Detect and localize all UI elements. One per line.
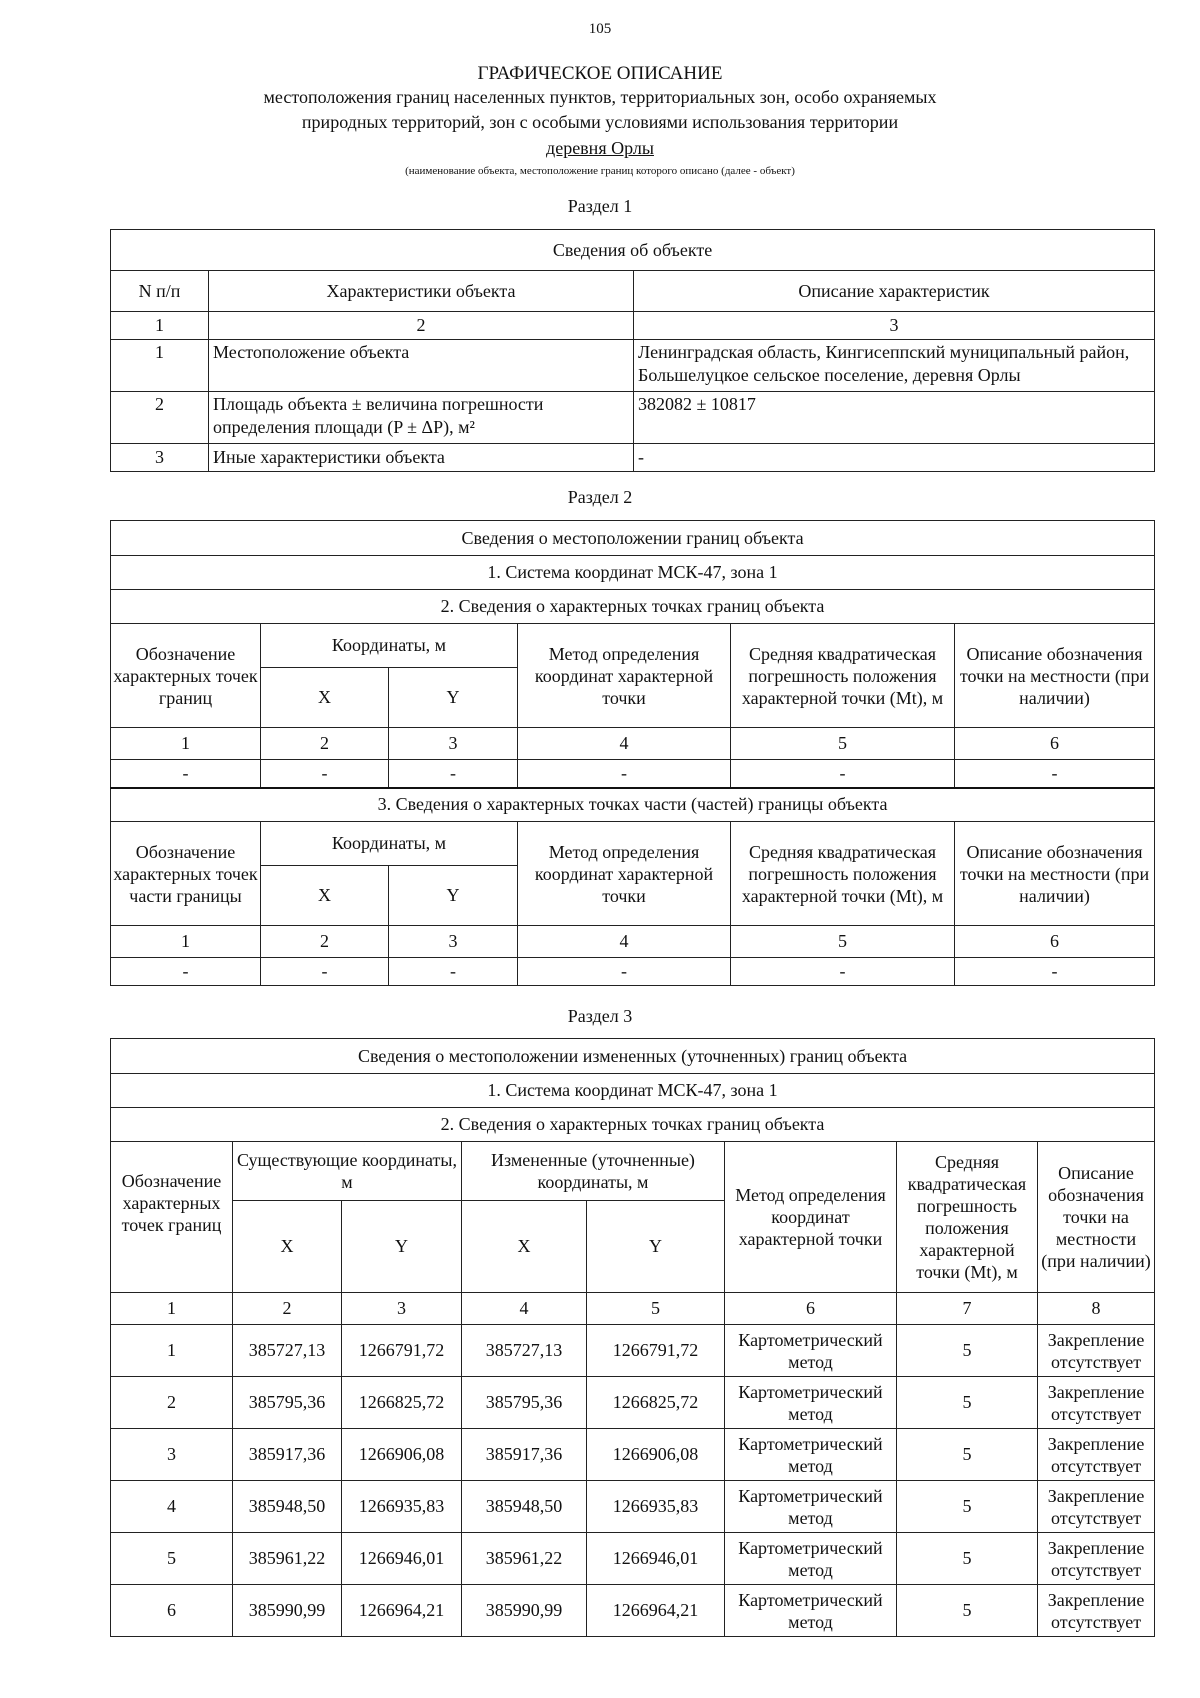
header-existing-coords: Существующие координаты, м xyxy=(233,1142,462,1201)
table-row xyxy=(111,1377,1155,1429)
empty-cell: - xyxy=(955,760,1155,788)
empty-cell: - xyxy=(111,760,261,788)
col-number: 6 xyxy=(955,728,1155,760)
col-number: 7 xyxy=(897,1293,1038,1325)
error-cell: 5 xyxy=(897,1429,1038,1481)
existing-x: 385727,13 xyxy=(233,1325,342,1377)
error-cell: 5 xyxy=(897,1585,1038,1637)
subtitle-line-1: местоположения границ населенных пунктов, территориальных зон, особо охраняемых xyxy=(263,87,937,107)
part-points-title: 3. Сведения о характерных точках части (частей) границы объекта xyxy=(111,788,1155,822)
table-row xyxy=(111,958,1155,986)
existing-x: 385795,36 xyxy=(233,1377,342,1429)
description-cell: Закрепление отсутствует xyxy=(1038,1585,1155,1637)
coord-system: 1. Система координат МСК-47, зона 1 xyxy=(111,1074,1155,1108)
description-cell: Закрепление отсутствует xyxy=(1038,1325,1155,1377)
empty-cell: - xyxy=(389,958,518,986)
header-error: Средняя квадратическая погрешность положения характерной точки (Mt), м xyxy=(897,1142,1038,1293)
description-cell: Закрепление отсутствует xyxy=(1038,1533,1155,1585)
existing-y: 1266946,01 xyxy=(342,1533,462,1585)
existing-y: 1266791,72 xyxy=(342,1325,462,1377)
boundary-points-title: 2. Сведения о характерных точках границ объекта xyxy=(111,590,1155,624)
point-number: 2 xyxy=(111,1377,233,1429)
changed-x: 385990,99 xyxy=(462,1585,587,1637)
table-row xyxy=(111,392,1155,444)
row-number: 3 xyxy=(111,444,209,472)
point-number: 4 xyxy=(111,1481,233,1533)
existing-y: 1266935,83 xyxy=(342,1481,462,1533)
changed-y: 1266825,72 xyxy=(587,1377,725,1429)
changed-y: 1266791,72 xyxy=(587,1325,725,1377)
table-row xyxy=(111,1429,1155,1481)
section-1-title: Сведения об объекте xyxy=(111,230,1155,271)
column-numbers-row xyxy=(111,926,1155,958)
col-number: 6 xyxy=(955,926,1155,958)
empty-cell: - xyxy=(518,958,731,986)
section-2-title: Сведения о местоположении границ объекта xyxy=(111,521,1155,556)
header-description: Описание обозначения точки на местности (при наличии) xyxy=(1038,1142,1155,1293)
description-cell: Закрепление отсутствует xyxy=(1038,1481,1155,1533)
col-number: 1 xyxy=(111,1293,233,1325)
point-number: 3 xyxy=(111,1429,233,1481)
table-row xyxy=(111,340,1155,392)
document-title: ГРАФИЧЕСКОЕ ОПИСАНИЕ xyxy=(477,63,723,84)
header-y: Y xyxy=(389,668,518,728)
empty-cell: - xyxy=(731,760,955,788)
description-cell: Закрепление отсутствует xyxy=(1038,1429,1155,1481)
header-existing-y: Y xyxy=(342,1201,462,1293)
existing-x: 385917,36 xyxy=(233,1429,342,1481)
method-cell: Картометрический метод xyxy=(725,1429,897,1481)
header-existing-x: X xyxy=(233,1201,342,1293)
col-number: 2 xyxy=(233,1293,342,1325)
header-x: X xyxy=(261,668,389,728)
error-cell: 5 xyxy=(897,1377,1038,1429)
col-number: 3 xyxy=(634,312,1155,340)
method-cell: Картометрический метод xyxy=(725,1585,897,1637)
header-changed-x: X xyxy=(462,1201,587,1293)
changed-y: 1266946,01 xyxy=(587,1533,725,1585)
boundary-points-title: 2. Сведения о характерных точках границ объекта xyxy=(111,1108,1155,1142)
section-1-table xyxy=(110,229,1155,472)
method-cell: Картометрический метод xyxy=(725,1325,897,1377)
error-cell: 5 xyxy=(897,1325,1038,1377)
table-row xyxy=(111,1585,1155,1637)
col-number: 4 xyxy=(462,1293,587,1325)
col-number: 1 xyxy=(111,926,261,958)
header-changed-coords: Измененные (уточненные) координаты, м xyxy=(462,1142,725,1201)
empty-cell: - xyxy=(389,760,518,788)
col-number: 3 xyxy=(342,1293,462,1325)
row-number: 1 xyxy=(111,340,209,392)
point-number: 5 xyxy=(111,1533,233,1585)
existing-y: 1266964,21 xyxy=(342,1585,462,1637)
empty-cell: - xyxy=(111,958,261,986)
point-number: 6 xyxy=(111,1585,233,1637)
page-number: 105 xyxy=(588,21,612,37)
existing-x: 385990,99 xyxy=(233,1585,342,1637)
section-2-table xyxy=(110,520,1155,986)
existing-y: 1266906,08 xyxy=(342,1429,462,1481)
col-number: 2 xyxy=(261,926,389,958)
column-numbers-row xyxy=(111,312,1155,340)
header-point-part: Обозначение характерных точек части границы xyxy=(111,822,261,926)
existing-x: 385961,22 xyxy=(233,1533,342,1585)
col-number: 2 xyxy=(261,728,389,760)
changed-y: 1266964,21 xyxy=(587,1585,725,1637)
header-coords: Координаты, м xyxy=(261,624,518,668)
description-cell: 382082 ± 10817 xyxy=(634,392,1155,444)
column-numbers-row xyxy=(111,1293,1155,1325)
table-row xyxy=(111,760,1155,788)
header-coords: Координаты, м xyxy=(261,822,518,866)
object-name xyxy=(0,138,1200,159)
col-number: 6 xyxy=(725,1293,897,1325)
empty-cell: - xyxy=(261,958,389,986)
header-method: Метод определения координат характерной точки xyxy=(725,1142,897,1293)
description-cell: Закрепление отсутствует xyxy=(1038,1377,1155,1429)
col-number: 8 xyxy=(1038,1293,1155,1325)
col-number: 2 xyxy=(209,312,634,340)
section-3-title: Сведения о местоположении измененных (уточненных) границ объекта xyxy=(111,1039,1155,1074)
header-error: Средняя квадратическая погрешность положения характерной точки (Mt), м xyxy=(731,822,955,926)
table-row xyxy=(111,1533,1155,1585)
empty-cell: - xyxy=(261,760,389,788)
description-cell: - xyxy=(634,444,1155,472)
section-1-label: Раздел 1 xyxy=(567,196,633,216)
empty-cell: - xyxy=(731,958,955,986)
point-number: 1 xyxy=(111,1325,233,1377)
col-number: 4 xyxy=(518,728,731,760)
method-cell: Картометрический метод xyxy=(725,1533,897,1585)
col-number: 5 xyxy=(731,926,955,958)
characteristic-cell: Местоположение объекта xyxy=(209,340,634,392)
method-cell: Картометрический метод xyxy=(725,1481,897,1533)
existing-x: 385948,50 xyxy=(233,1481,342,1533)
col-number: 3 xyxy=(389,926,518,958)
col-number: 1 xyxy=(111,312,209,340)
col-number: 5 xyxy=(731,728,955,760)
object-name-note: (наименование объекта, местоположение границ которого описано (далее - объект) xyxy=(405,165,795,177)
coord-system: 1. Система координат МСК-47, зона 1 xyxy=(111,556,1155,590)
error-cell: 5 xyxy=(897,1481,1038,1533)
col-number: 3 xyxy=(389,728,518,760)
empty-cell: - xyxy=(518,760,731,788)
section-3-label: Раздел 3 xyxy=(567,1006,633,1026)
table-row xyxy=(111,1481,1155,1533)
header-characteristic: Характеристики объекта xyxy=(209,271,634,312)
row-number: 2 xyxy=(111,392,209,444)
table-row xyxy=(111,1325,1155,1377)
header-point: Обозначение характерных точек границ xyxy=(111,1142,233,1293)
header-description: Описание обозначения точки на местности (при наличии) xyxy=(955,624,1155,728)
existing-y: 1266825,72 xyxy=(342,1377,462,1429)
subtitle-line-2: природных территорий, зон с особыми условиями использования территории xyxy=(301,112,899,132)
header-description: Описание характеристик xyxy=(634,271,1155,312)
changed-x: 385795,36 xyxy=(462,1377,587,1429)
header-method: Метод определения координат характерной точки xyxy=(518,624,731,728)
characteristic-cell: Иные характеристики объекта xyxy=(209,444,634,472)
table-row xyxy=(111,444,1155,472)
header-n: N п/п xyxy=(111,271,209,312)
changed-y: 1266935,83 xyxy=(587,1481,725,1533)
changed-x: 385727,13 xyxy=(462,1325,587,1377)
section-2-label: Раздел 2 xyxy=(567,487,633,507)
header-point: Обозначение характерных точек границ xyxy=(111,624,261,728)
col-number: 5 xyxy=(587,1293,725,1325)
object-name-text: деревня Орлы xyxy=(546,138,654,158)
changed-x: 385917,36 xyxy=(462,1429,587,1481)
header-x: X xyxy=(261,866,389,926)
header-y: Y xyxy=(389,866,518,926)
changed-y: 1266906,08 xyxy=(587,1429,725,1481)
section-3-table xyxy=(110,1038,1155,1637)
header-changed-y: Y xyxy=(587,1201,725,1293)
col-number: 4 xyxy=(518,926,731,958)
empty-cell: - xyxy=(955,958,1155,986)
col-number: 1 xyxy=(111,728,261,760)
changed-x: 385961,22 xyxy=(462,1533,587,1585)
method-cell: Картометрический метод xyxy=(725,1377,897,1429)
characteristic-cell: Площадь объекта ± величина погрешности определения площади (P ± ΔP), м² xyxy=(209,392,634,444)
header-method: Метод определения координат характерной точки xyxy=(518,822,731,926)
description-cell: Ленинградская область, Кингисеппский муниципальный район, Большелуцкое сельское поселение, деревня Орлы xyxy=(634,340,1155,392)
header-error: Средняя квадратическая погрешность положения характерной точки (Mt), м xyxy=(731,624,955,728)
error-cell: 5 xyxy=(897,1533,1038,1585)
column-numbers-row xyxy=(111,728,1155,760)
changed-x: 385948,50 xyxy=(462,1481,587,1533)
header-description: Описание обозначения точки на местности (при наличии) xyxy=(955,822,1155,926)
